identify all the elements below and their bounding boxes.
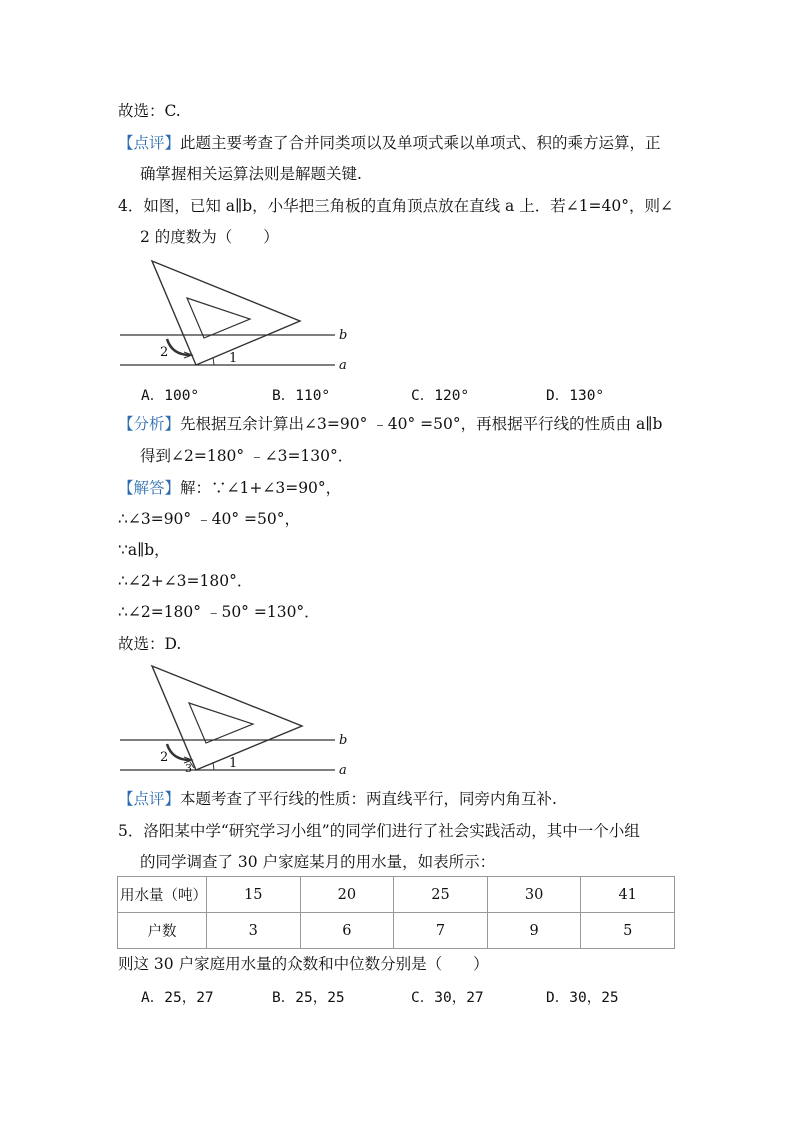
label-b: b (339, 328, 348, 343)
q5-option-a: A．25，27 (141, 990, 214, 1006)
label-1: 1 (229, 756, 238, 771)
comment-tag: 【点评】 (118, 134, 181, 152)
table-cell: 户数 (118, 913, 207, 949)
question-4: 4．如图，已知 a∥b，小华把三角板的直角顶点放在直线 a 上．若∠1=40°，则∠ (118, 197, 674, 215)
figure-2-triangle-parallel-lines (110, 660, 360, 778)
table-cell: 用水量（吨） (118, 877, 207, 913)
figure-1-triangle-parallel-lines (110, 255, 360, 373)
comment-q3 (118, 133, 661, 153)
table-cell: 6 (300, 913, 394, 949)
label-2: 2 (160, 750, 169, 765)
answer-line-q3: 故选：C. (118, 102, 181, 120)
table-cell: 15 (207, 877, 301, 913)
q4-option-b: B．110° (272, 388, 331, 404)
solution-tag: 【解答】 (118, 479, 181, 497)
solution-q4 (118, 478, 341, 498)
comment-tag: 【点评】 (118, 790, 181, 808)
analysis-q4 (118, 414, 662, 434)
table-cell: 3 (207, 913, 301, 949)
q5-option-c: C．30，27 (411, 990, 484, 1006)
q4-option-c: C．120° (411, 388, 470, 404)
table-cell: 25 (394, 877, 488, 913)
question-5: 5．洛阳某中学“研究学习小组”的同学们进行了社会实践活动，其中一个小组 (118, 822, 640, 840)
comment-text: 此题主要考查了合并同类项以及单项式乘以单项式、积的乘方运算，正 (180, 134, 661, 152)
table-cell: 41 (581, 877, 675, 913)
answer-line-q4: 故选：D. (118, 635, 182, 653)
solution-text: 解：∵∠1+∠3=90°， (180, 479, 342, 497)
analysis-text: 先根据互余计算出∠3=90° ﹣40° =50°，再根据平行线的性质由 a∥b (180, 415, 663, 433)
solution-step-4: ∴∠2=180° ﹣50° =130°． (118, 603, 320, 621)
label-b: b (339, 733, 348, 748)
table-cell: 7 (394, 913, 488, 949)
comment-q4 (118, 789, 557, 809)
triangle-inner (189, 703, 253, 743)
table-row (118, 913, 675, 949)
comment-q3-cont: 确掌握相关运算法则是解题关键. (140, 165, 362, 183)
comment-text: 本题考查了平行线的性质：两直线平行，同旁内角互补. (180, 790, 557, 808)
water-usage-table (117, 876, 675, 949)
analysis-q4-cont: 得到∠2=180° ﹣∠3=130°． (140, 447, 354, 465)
label-2: 2 (160, 345, 169, 360)
table-cell: 30 (487, 877, 581, 913)
label-a: a (339, 358, 347, 373)
solution-step-1: ∴∠3=90° ﹣40° =50°， (118, 510, 300, 528)
table-cell: 5 (581, 913, 675, 949)
label-a: a (339, 763, 347, 778)
solution-step-2: ∵a∥b， (118, 541, 170, 559)
question-4-cont: 2 的度数为（ ） (140, 228, 279, 246)
label-3: 3 (185, 762, 192, 775)
q4-option-d: D．130° (546, 388, 605, 404)
solution-step-3: ∴∠2+∠3=180°． (118, 572, 253, 590)
triangle-inner (187, 298, 250, 338)
question-5-cont: 的同学调查了 30 户家庭某月的用水量，如表所示： (140, 853, 496, 871)
q5-option-b: B．25，25 (272, 990, 345, 1006)
table-cell: 20 (300, 877, 394, 913)
table-cell: 9 (487, 913, 581, 949)
q5-option-d: D．30，25 (546, 990, 619, 1006)
question-5-prompt: 则这 30 户家庭用水量的众数和中位数分别是（ ） (118, 955, 489, 973)
analysis-tag: 【分析】 (118, 415, 181, 433)
q4-option-a: A．100° (141, 388, 200, 404)
table-row (118, 877, 675, 913)
label-1: 1 (229, 351, 238, 366)
